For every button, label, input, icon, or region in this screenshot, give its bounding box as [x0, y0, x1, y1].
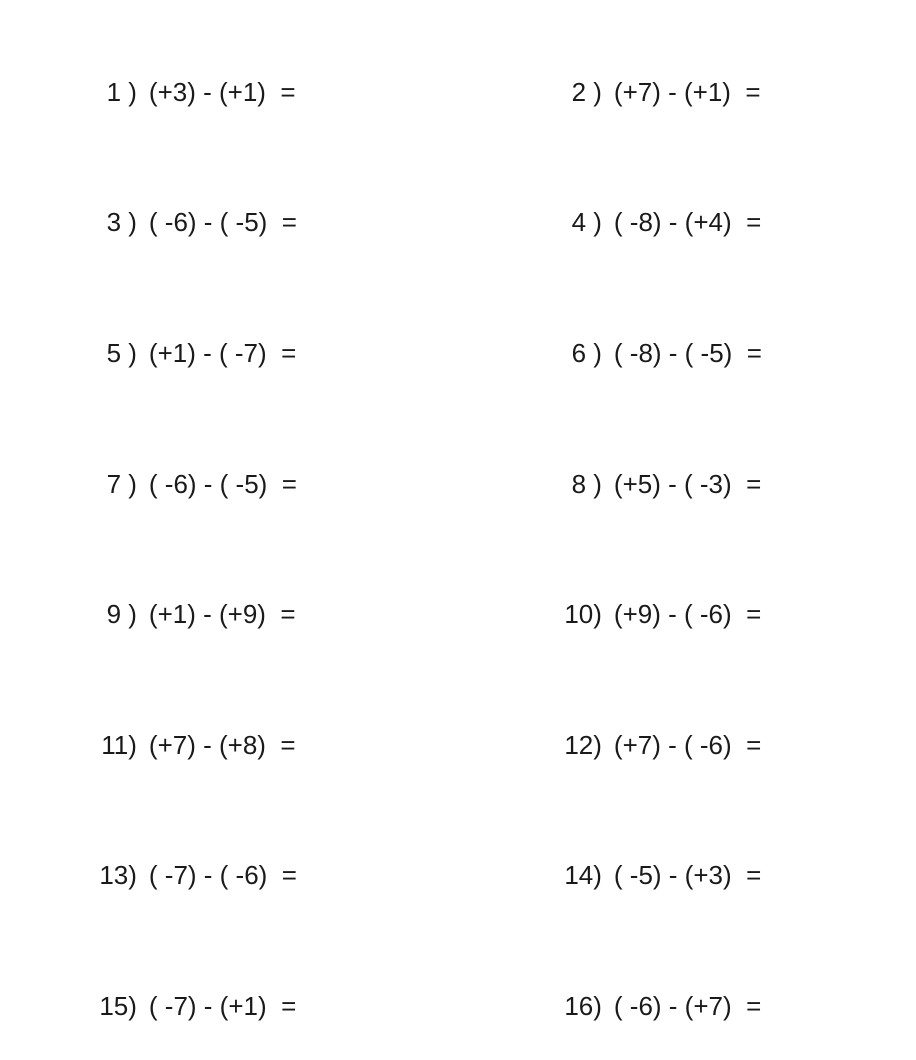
problem-expression: ( -7) - (+1) =: [148, 991, 297, 1021]
problem-13: [50, 821, 297, 890]
problem-expression: ( -8) - ( -5) =: [613, 338, 762, 368]
problem-number: 10): [564, 599, 602, 629]
problem-expression: (+5) - ( -3) =: [613, 469, 762, 499]
problem-expression: (+7) - ( -6) =: [613, 730, 762, 760]
problem-5: [50, 299, 297, 368]
problem-expression: ( -6) - ( -5) =: [148, 207, 297, 237]
problem-expression: (+1) - ( -7) =: [148, 338, 297, 368]
problem-4: [515, 168, 762, 237]
problem-number: 1 ): [106, 77, 137, 107]
problem-expression: (+7) - (+1) =: [613, 77, 761, 107]
problem-number: 2 ): [571, 77, 602, 107]
problem-15: [50, 952, 297, 1021]
problem-expression: ( -7) - ( -6) =: [148, 860, 297, 890]
problem-16: [515, 952, 762, 1021]
problem-number: 11): [101, 730, 137, 760]
problem-number: 5 ): [106, 338, 137, 368]
problem-expression: (+7) - (+8) =: [148, 730, 296, 760]
problem-expression: ( -6) - (+7) =: [613, 991, 762, 1021]
problem-number: 15): [99, 991, 137, 1021]
problem-number: 12): [564, 730, 602, 760]
problem-2: [515, 38, 761, 107]
problem-number: 7 ): [106, 469, 137, 499]
problem-expression: (+3) - (+1) =: [148, 77, 296, 107]
problem-11: [50, 691, 296, 760]
problem-number: 8 ): [571, 469, 602, 499]
problem-expression: ( -6) - ( -5) =: [148, 469, 297, 499]
problem-expression: (+9) - ( -6) =: [613, 599, 762, 629]
problem-1: [50, 38, 296, 107]
problem-number: 9 ): [106, 599, 137, 629]
problem-7: [50, 430, 297, 499]
problem-number: 6 ): [571, 338, 602, 368]
problem-6: [515, 299, 762, 368]
problem-expression: ( -8) - (+4) =: [613, 207, 762, 237]
problem-number: 3 ): [106, 207, 137, 237]
problem-9: [50, 560, 296, 629]
problem-number: 16): [564, 991, 602, 1021]
problem-number: 13): [99, 860, 137, 890]
problem-12: [515, 691, 762, 760]
problem-8: [515, 430, 762, 499]
problem-3: [50, 168, 297, 237]
problem-number: 14): [564, 860, 602, 890]
problem-number: 4 ): [571, 207, 602, 237]
problem-14: [515, 821, 762, 890]
problem-expression: ( -5) - (+3) =: [613, 860, 762, 890]
problem-expression: (+1) - (+9) =: [148, 599, 296, 629]
problem-10: [515, 560, 762, 629]
